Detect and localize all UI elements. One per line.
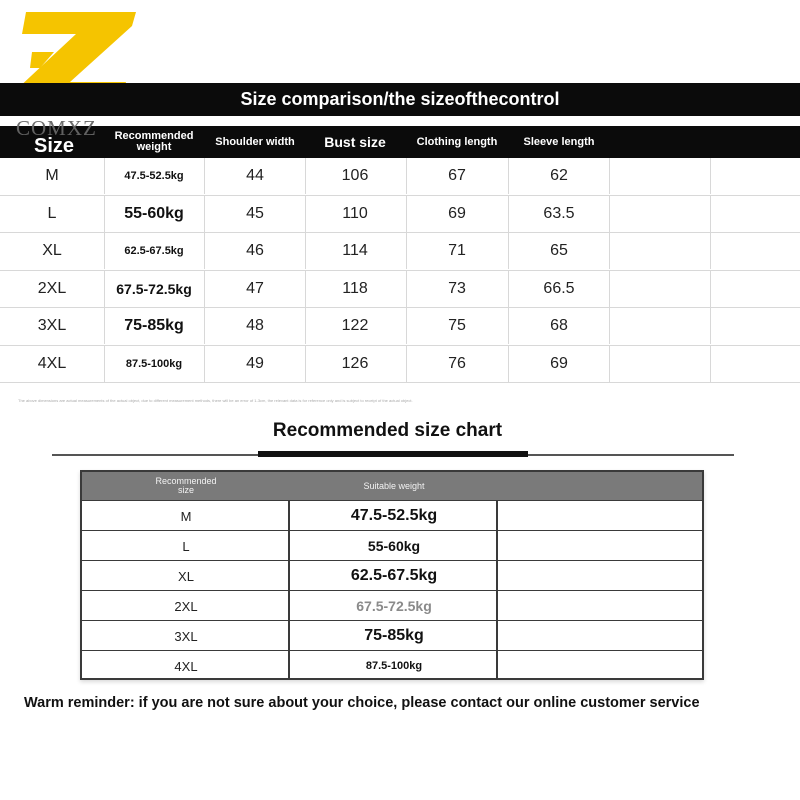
divider xyxy=(104,158,105,194)
brand-watermark: COMXZ xyxy=(16,116,97,140)
measurement-footnote: The above dimensions are actual measurements of the actual object, due to different measurement methods, there will be an error of 1-3cm, the relevant data is for reference only and is subject to receipt of the actual object. xyxy=(18,398,413,403)
divider xyxy=(508,158,509,194)
cell-sleeve: 68 xyxy=(550,317,568,334)
col-header-weight: Recommended weight xyxy=(114,130,194,153)
rec-cell-size: M xyxy=(180,508,192,524)
cell-weight: 87.5-100kg xyxy=(125,357,183,370)
table-row xyxy=(0,233,800,271)
warm-reminder: Warm reminder: if you are not sure about your choice, please contact our online customer service xyxy=(24,695,700,711)
divider xyxy=(710,196,711,232)
rec-col-header-weight: Suitable weight xyxy=(363,480,425,491)
cell-length: 75 xyxy=(448,317,466,334)
divider xyxy=(609,196,610,232)
cell-size: 3XL xyxy=(37,317,67,334)
cell-weight: 67.5-72.5kg xyxy=(116,280,192,297)
rec-cell-size: 4XL xyxy=(174,658,198,674)
cell-sleeve: 69 xyxy=(550,354,568,372)
cell-length: 69 xyxy=(448,204,466,222)
divider xyxy=(305,196,306,232)
cell-weight: 62.5-67.5kg xyxy=(124,245,184,257)
recommended-size-table xyxy=(80,470,704,680)
recommended-chart-title: Recommended size chart xyxy=(272,420,503,441)
rec-cell-size: XL xyxy=(178,568,194,584)
table-row xyxy=(0,158,800,196)
page-title-bar xyxy=(0,83,800,116)
divider xyxy=(508,346,509,382)
col-header-shoulder: Shoulder width xyxy=(215,135,295,148)
divider xyxy=(305,308,306,344)
divider xyxy=(710,346,711,382)
cell-shoulder: 45 xyxy=(246,204,264,222)
divider xyxy=(406,196,407,232)
cell-size: 4XL xyxy=(37,354,67,372)
divider xyxy=(305,271,306,307)
divider xyxy=(508,196,509,232)
divider xyxy=(104,346,105,382)
cell-size: L xyxy=(47,204,57,222)
cell-bust: 114 xyxy=(342,242,368,259)
divider xyxy=(305,346,306,382)
cell-bust: 110 xyxy=(342,204,368,222)
cell-shoulder: 46 xyxy=(246,242,264,259)
divider xyxy=(609,158,610,194)
rec-cell-weight: 62.5-67.5kg xyxy=(350,567,438,584)
divider xyxy=(406,346,407,382)
cell-size: M xyxy=(45,167,59,184)
divider xyxy=(204,196,205,232)
divider xyxy=(609,308,610,344)
cell-size: XL xyxy=(42,242,62,259)
cell-shoulder: 47 xyxy=(246,279,264,297)
divider xyxy=(609,346,610,382)
title-underline-accent xyxy=(258,451,528,457)
col-header-sleeve: Sleeve length xyxy=(523,135,595,148)
cell-length: 73 xyxy=(448,279,466,297)
table-row xyxy=(82,560,702,591)
divider xyxy=(288,500,290,678)
cell-length: 76 xyxy=(448,354,466,372)
cell-shoulder: 49 xyxy=(246,354,264,372)
cell-sleeve: 63.5 xyxy=(543,204,575,222)
table-row xyxy=(0,308,800,346)
divider xyxy=(204,346,205,382)
table-row xyxy=(0,346,800,384)
divider xyxy=(104,308,105,344)
cell-bust: 122 xyxy=(341,317,369,334)
divider xyxy=(204,308,205,344)
divider xyxy=(710,158,711,194)
cell-bust: 106 xyxy=(341,167,369,184)
col-header-size: Size xyxy=(34,134,75,157)
divider xyxy=(204,158,205,194)
cell-size: 2XL xyxy=(37,279,67,297)
divider xyxy=(305,233,306,269)
rec-cell-weight: 87.5-100kg xyxy=(365,660,423,672)
divider xyxy=(406,271,407,307)
rec-cell-weight: 47.5-52.5kg xyxy=(350,507,438,524)
divider xyxy=(204,233,205,269)
cell-sleeve: 65 xyxy=(550,242,568,259)
rec-col-header-size: Recommended size xyxy=(155,476,217,495)
rec-cell-weight: 55-60kg xyxy=(367,538,421,554)
table-row xyxy=(82,620,702,651)
table-row xyxy=(82,530,702,561)
divider xyxy=(710,233,711,269)
rec-cell-weight: 75-85kg xyxy=(364,627,424,644)
cell-sleeve: 62 xyxy=(550,167,568,184)
divider xyxy=(508,233,509,269)
cell-weight: 75-85kg xyxy=(124,317,184,334)
divider xyxy=(104,196,105,232)
table-row xyxy=(0,196,800,234)
rec-cell-size: 2XL xyxy=(174,598,198,614)
table-row xyxy=(0,271,800,309)
cell-bust: 118 xyxy=(342,279,368,297)
recommended-table-header xyxy=(82,472,702,500)
divider xyxy=(406,308,407,344)
cell-shoulder: 44 xyxy=(246,167,264,184)
table-row xyxy=(82,500,702,531)
divider xyxy=(710,271,711,307)
cell-length: 67 xyxy=(448,167,466,184)
divider xyxy=(508,271,509,307)
divider xyxy=(104,271,105,307)
divider xyxy=(710,308,711,344)
divider xyxy=(609,271,610,307)
cell-weight: 55-60kg xyxy=(124,204,184,222)
col-header-length: Clothing length xyxy=(416,135,498,148)
rec-cell-size: 3XL xyxy=(174,628,198,644)
divider xyxy=(406,233,407,269)
divider xyxy=(305,158,306,194)
divider xyxy=(609,233,610,269)
rec-cell-size: L xyxy=(182,538,190,554)
cell-shoulder: 48 xyxy=(246,317,264,334)
cell-sleeve: 66.5 xyxy=(543,279,575,297)
table-row xyxy=(82,650,702,681)
divider xyxy=(508,308,509,344)
size-table xyxy=(0,158,800,383)
col-header-bust: Bust size xyxy=(324,133,386,150)
divider xyxy=(204,271,205,307)
divider xyxy=(406,158,407,194)
divider xyxy=(104,233,105,269)
rec-cell-weight: 67.5-72.5kg xyxy=(356,598,432,614)
page-title: Size comparison/the sizeofthecontrol xyxy=(240,89,560,109)
size-table-header xyxy=(0,126,800,158)
divider xyxy=(496,500,498,678)
table-row xyxy=(82,590,702,621)
cell-length: 71 xyxy=(448,242,466,259)
cell-weight: 47.5-52.5kg xyxy=(124,170,184,182)
cell-bust: 126 xyxy=(341,354,369,372)
